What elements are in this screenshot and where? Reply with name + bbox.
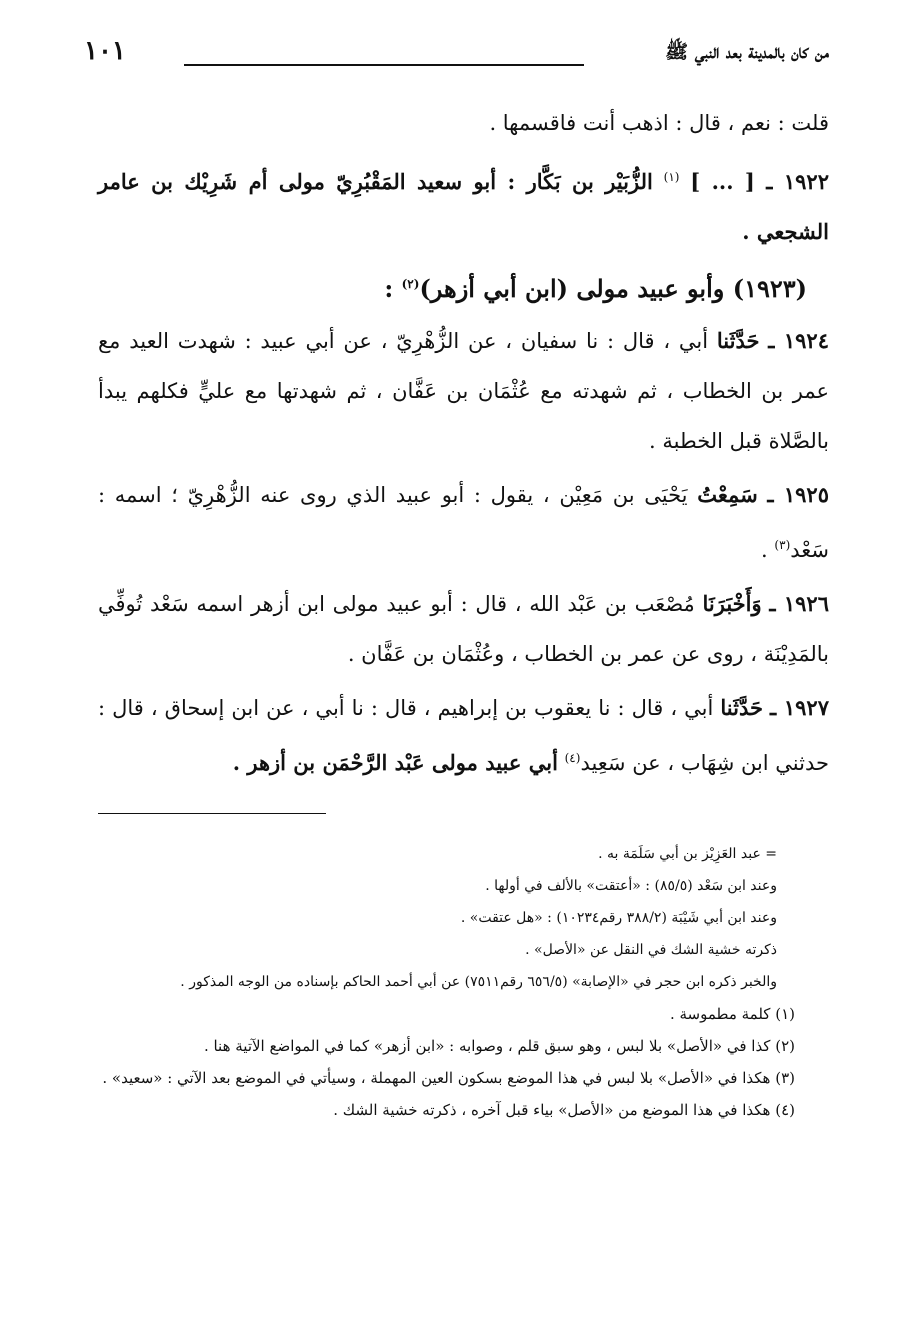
header-rule <box>184 64 584 66</box>
footnote-separator <box>98 813 326 814</box>
entry-1924 <box>98 316 829 466</box>
entry-text-bold: أبي عبيد مولى عَبْد الرَّحْمَن بن أزهر . <box>232 750 558 775</box>
entry-1927 <box>98 683 829 788</box>
narration-verb: وَأَخْبَرَنَا <box>702 591 762 616</box>
entry-number: ١٩٢٥ ـ <box>767 482 829 507</box>
footnote-continuation: وعند ابن سَعْد (٨٥/٥) : «أعتقت» بالألف في أولها . <box>485 878 777 894</box>
main-text <box>98 98 829 788</box>
entry-1922 <box>98 152 829 257</box>
footnote-continuation: والخبر ذكره ابن حجر في «الإصابة» (٦٥٦/٥ رقم٧٥١١) عن أبي أحمد الحاكم بإسناده من الوجه المذكور . <box>180 974 777 990</box>
entry-text: أبي ، قال : نا يعقوب بن إبراهيم ، قال : نا أبي ، عن ابن إسحاق ، قال : حدثني ابن شِهَاب ، عن سَعِيد <box>98 696 829 775</box>
entry-number: ١٩٢٧ ـ <box>770 695 829 720</box>
footnote-1: (١) كلمة مطموسة . <box>669 1005 795 1023</box>
running-title: من كان بالمدينة بعد النبي ﷺ <box>665 41 829 63</box>
entry-1925 <box>98 470 829 575</box>
footnote-ref: (٤) <box>564 751 581 765</box>
footnote-continuation: = عبد العَزِيْز بن أبي سَلَمَة به . <box>598 846 777 862</box>
page-header <box>84 36 829 76</box>
heading-colon: : <box>384 274 394 303</box>
narration-verb: حَدَّثَنا <box>720 695 763 720</box>
entry-number: ١٩٢٤ ـ <box>768 328 829 353</box>
footnote-ref: (٢) <box>401 277 420 291</box>
entry-text: الزُّبَيْر بن بَكَّار : أبو سعيد المَقْبُرِيّ مولى أم شَرِيْك بن عامر الشجعي . <box>98 169 829 244</box>
footnote-ref: (٣) <box>774 538 791 552</box>
entry-text: يَحْيَى بن مَعِيْن ، يقول : أبو عبيد الذي روى عنه الزُّهْرِيّ ؛ اسمه : سَعْد <box>98 483 829 562</box>
footnote-continuation: ذكرته خشية الشك في النقل عن «الأصل» . <box>525 942 777 958</box>
entry-number: ١٩٢٢ ـ [ ... ] <box>690 169 829 194</box>
heading-text: (١٩٢٣) وأبو عبيد مولى (ابن أبي أزهر) <box>419 274 807 303</box>
paragraph-continuation: قلت : نعم ، قال : اذهب أنت فاقسمها . <box>489 111 829 135</box>
entry-text: أبي ، قال : نا سفيان ، عن الزُّهْرِيّ ، عن أبي عبيد : شهدت العيد مع عمر بن الخطاب ، ثم شهدته مع عُثْمَان بن عَفَّان ، ثم شهدتها مع عليٍّ فكلهم يبدأ بالصَّلاة قبل الخطبة . <box>98 329 829 453</box>
section-heading-1923 <box>98 257 829 316</box>
entry-text: مُصْعَب بن عَبْد الله ، قال : أبو عبيد مولى ابن أزهر اسمه سَعْد تُوفِّي بالمَدِيْنَة ، روى عن عمر بن الخطاب ، وعُثْمَان بن عَفَّان . <box>98 592 829 666</box>
narration-verb: حَدَّثَنا <box>716 328 760 353</box>
footnotes <box>98 838 795 1126</box>
footnote-4: (٤) هكذا في هذا الموضع من «الأصل» بياء قبل آخره ، ذكرته خشية الشك . <box>333 1101 795 1119</box>
narration-verb: سَمِعْتُ <box>697 482 758 507</box>
footnote-continuation: وعند ابن أبي شَيْبَة (٣٨٨/٢ رقم١٠٢٣٤) : «هل عتقت» . <box>460 910 777 926</box>
footnote-3: (٣) هكذا في «الأصل» بلا لبس في هذا الموضع بسكون العين المهملة ، وسيأتي في الموضع بعد الآتي : «سعيد» . <box>102 1069 795 1087</box>
entry-number: ١٩٢٦ ـ <box>769 591 829 616</box>
footnote-ref: (١) <box>663 170 680 184</box>
entry-end: . <box>761 538 768 562</box>
page-number: ١٠١ <box>84 36 126 66</box>
footnote-2: (٢) كذا في «الأصل» بلا لبس ، وهو سبق قلم ، وصوابه : «ابن أزهر» كما في المواضع الآتية هنا . <box>203 1037 795 1055</box>
entry-1926 <box>98 579 829 679</box>
